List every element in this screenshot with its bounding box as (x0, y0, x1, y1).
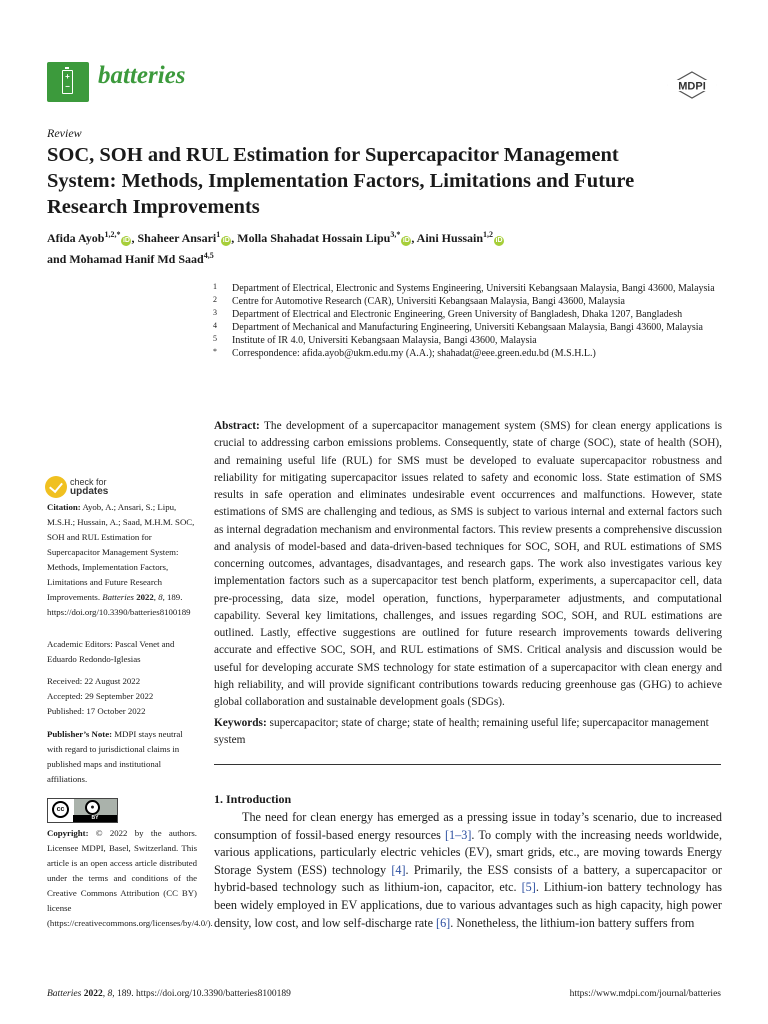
section-heading: 1. Introduction (214, 792, 292, 806)
copyright-notice: Copyright: © 2022 by the authors. Licensee MDPI, Basel, Switzerland. This article is an open access article distributed under the terms and conditions of the Creative Commons Attribution (CC BY) license (https://creativecommons.org/licenses/by/4.0/). (47, 828, 213, 928)
footer-citation: Batteries 2022, 8, 189. https://doi.org/10.3390/batteries8100189 (47, 989, 291, 999)
orcid-icon[interactable]: iD (222, 237, 230, 244)
affiliation-item: 2 Centre for Automotive Research (CAR), Universiti Kebangsaan Malaysia, Bangi 43600, Malaysia (213, 295, 625, 307)
mdpi-logo[interactable] (665, 70, 719, 100)
journal-name: batteries (98, 62, 186, 89)
author-name: Aini Hussain (416, 231, 484, 245)
person-icon: ● (85, 800, 100, 815)
affiliations (213, 282, 723, 360)
check-updates-icon[interactable] (45, 476, 67, 498)
keywords (214, 715, 722, 750)
affiliation-item: 4 Department of Mechanical and Manufacturing Engineering, Universiti Kebangsaan Malaysia, Bangi 43600, Malaysia (213, 321, 703, 333)
article-type: Review (47, 126, 82, 140)
orcid-icon[interactable]: iD (495, 237, 503, 244)
author-name: Afida Ayob (47, 231, 105, 245)
journal-url[interactable]: https://www.mdpi.com/journal/batteries (569, 989, 721, 999)
cc-icon: cc (52, 801, 69, 818)
academic-editors: Academic Editors: Pascal Venet and Eduardo Redondo-Iglesias (47, 639, 175, 664)
published-date: Published: 17 October 2022 (47, 706, 146, 716)
check-updates-label[interactable]: check for updates (70, 477, 109, 497)
publication-dates (47, 674, 199, 719)
author-name: Molla Shahadat Hossain Lipu (237, 231, 391, 245)
reference-link[interactable]: [6] (436, 915, 451, 930)
orcid-icon[interactable]: iD (122, 237, 130, 244)
journal-logo (47, 62, 89, 102)
keywords-label: Keywords: (214, 717, 267, 729)
citation: Citation: Ayob, A.; Ansari, S.; Lipu, M.S.H.; Hussain, A.; Saad, M.H.M. SOC, SOH and RUL Estimation for Supercapacitor Management System: Methods, Implementation Factors, Limitations and Future Research Improvements. Batteries 2022, 8, 189. https://doi.org/10.3390/batteries8100189 (47, 502, 195, 617)
reference-link[interactable]: [1–3] (444, 827, 472, 842)
affiliation-item: 1 Department of Electrical, Electronic and Systems Engineering, Universiti Kebangsaan Malaysia, Bangi 43600, Malaysia (213, 282, 715, 294)
cc-by-label: BY (73, 815, 117, 822)
abstract-label: Abstract: (214, 420, 260, 432)
author-name: and Mohamad Hanif Md Saad (47, 252, 204, 266)
article-title: SOC, SOH and RUL Estimation for Supercapacitor Management System: Methods, Implementation Factors, Limitations and Future Research Improvements (47, 144, 635, 218)
battery-icon: + − (62, 70, 73, 94)
reference-link[interactable]: [4] (391, 862, 406, 877)
section-divider (214, 764, 721, 765)
abstract-text: The development of a supercapacitor management system (SMS) for clean energy applications is crucial to addressing carbon emissions problems. Consequently, state of charge (SOC), state of health (SOH), and remaining useful life (RUL) for SMS must be developed to evaluate supercapacitor robustness and reliability for mitigating supercapacitor issues related to safety and economic loss. State estimation of SMS results in safe operation and eliminates undesirable event occurrences and malfunctions. However, state estimations of SMS are challenging and tedious, as SMS is subject to various internal and external factors such as internal degradation mechanism and environmental factors. This review presents a comprehensive discussion and analysis of model-based and data-driven-based techniques for SOC, SOH, and RUL estimations of SMS concerning outcomes, advantages, disadvantages, and research gaps. The work also investigates various key implementation factors such as a supercapacitor test bench platform, experiments, a supercapacitor cell, data pre-processing, data size, model operation, functions, hyperparameter adjustments, and computational capability. Several key limitations, challenges, and issues regarding SOC, SOH, and RUL estimations are outlined. Lastly, effective suggestions are outlined for future research improvements towards delivering accurate and effective SOC, SOH, and RUL estimations of SMS. Critical analysis and discussion would be useful for developing accurate SMS technology for state estimation of a supercapacitor with clean energy and high reliability, and will provide significant contributions towards reducing greenhouse gas (GHG) to achieve global collaboration and sustainable development goals (SDGs). (214, 420, 722, 708)
author-list: Afida Ayob$^{1,2,*}$iD , Shaheer Ansari$^1$iD , Molla Shahadat Hossain Lipu$^{3,*}$iD , Aini Hussain$^{1,2}$iD and Mohamad Hanif Md Saad$^{4,5}$ (47, 230, 503, 266)
affiliation-item: * Correspondence: afida.ayob@ukm.edu.my (A.A.); shahadat@eee.green.edu.bd (M.S.H.L.) (213, 347, 596, 359)
orcid-icon[interactable]: iD (402, 237, 410, 244)
keywords-text: supercapacitor; state of charge; state of health; remaining useful life; supercapacitor management system (214, 717, 709, 747)
received-date: Received: 22 August 2022 (47, 676, 141, 686)
cc-by-license-badge[interactable] (47, 798, 118, 823)
publisher-name: MDPI (678, 80, 706, 93)
author-name: Shaheer Ansari (137, 231, 217, 245)
intro-paragraph: The need for clean energy has emerged as a pressing issue in today’s scenario, due to increased consumption of fossil-based energy resources [1–3]. To comply with the increasing needs worldwide, various applications, particularly electric vehicles (EV), smart grids, etc., are moving towards Energy Storage System (ESS) technology [4]. Primarily, the ESS consists of a battery, a supercapacitor or hybrid-based technology such as lithium-ion, capacitor, etc. [5]. Lithium-ion battery technology has been widely employed in EV applications, due to various advantages such as high capacity, high power density, low cost, and low self-discharge rate [6]. Nonetheless, the lithium-ion battery suffers from (214, 810, 722, 930)
abstract (214, 418, 722, 711)
publisher-note: Publisher’s Note: MDPI stays neutral with regard to jurisdictional claims in published maps and institutional affiliations. (47, 729, 183, 784)
affiliation-item: 5 Institute of IR 4.0, Universiti Kebangsaan Malaysia, Bangi 43600, Malaysia (213, 334, 537, 346)
affiliation-item: 3 Department of Electrical and Electronic Engineering, Green University of Bangladesh, Dhaka 1207, Bangladesh (213, 308, 683, 320)
accepted-date: Accepted: 29 September 2022 (47, 691, 154, 701)
reference-link[interactable]: [5] (521, 880, 536, 895)
